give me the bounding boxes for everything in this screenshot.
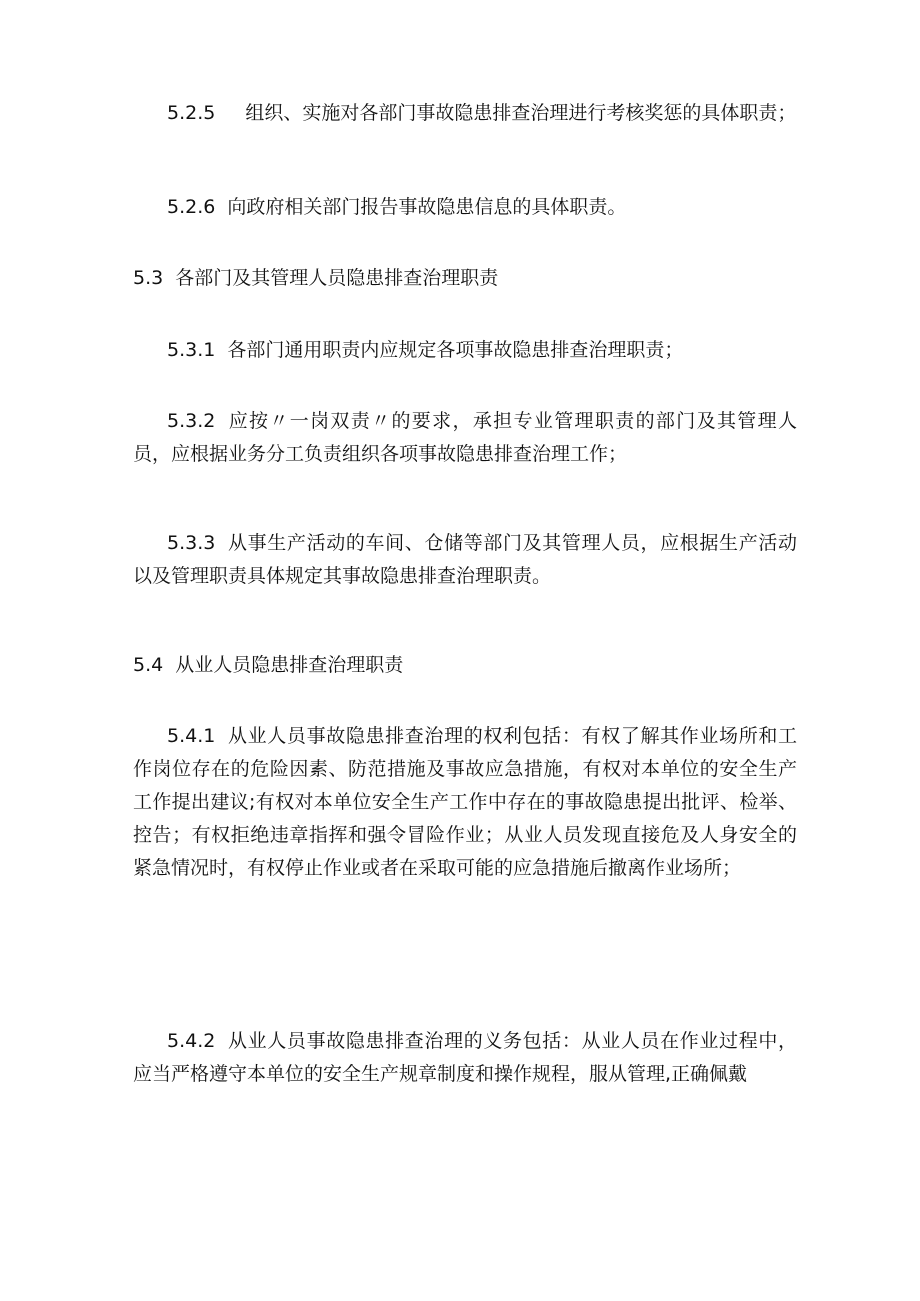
clause-5-4-1 [133,720,797,885]
clause-number: 5.3.2 [167,410,216,432]
clause-text: 应按〃一岗双责〃的要求，承担专业管理职责的部门及其管理人员，应根据业务分工负责组织各项事故隐患排查治理工作； [133,410,797,465]
section-heading-5-3 [133,262,797,295]
clause-text: 从事生产活动的车间、仓储等部门及其管理人员，应根据生产活动以及管理职责具体规定其事故隐患排查治理职责。 [133,532,797,587]
clause-text: 向政府相关部门报告事故隐患信息的具体职责。 [227,196,627,218]
clause-text: 从业人员事故隐患排查治理的权利包括：有权了解其作业场所和工作岗位存在的危险因素、防范措施及事故应急措施，有权对本单位的安全生产工作提出建议;有权对本单位安全生产工作中存在的事故隐患提出批评、检举、控告；有权拒绝违章指挥和强令冒险作业；从业人员发现直接危及人身安全的紧急情况时，有权停止作业或者在采取可能的应急措施后撤离作业场所； [133,725,797,879]
clause-number: 5.2.5 [167,102,216,124]
clause-5-3-1 [133,334,797,367]
clause-text: 各部门通用职责内应规定各项事故隐患排查治理职责； [227,339,684,361]
clause-5-2-5 [133,97,797,130]
section-heading-5-4 [133,649,797,682]
clause-text: 从业人员事故隐患排查治理的义务包括：从业人员在作业过程中，应当严格遵守本单位的安全生产规章制度和操作规程，服从管理,正确佩戴 [133,1030,797,1085]
clause-number: 5.3.1 [167,339,216,361]
section-number: 5.4 [133,654,164,676]
clause-number: 5.2.6 [167,196,216,218]
clause-5-4-2 [133,1025,797,1091]
clause-number: 5.4.1 [167,725,216,747]
section-title: 从业人员隐患排查治理职责 [175,654,404,676]
clause-5-3-2 [133,405,797,471]
clause-text: 组织、实施对各部门事故隐患排查治理进行考核奖惩的具体职责； [245,102,797,124]
clause-5-2-6 [133,191,797,224]
clause-number: 5.3.3 [167,532,216,554]
section-number: 5.3 [133,267,164,289]
clause-number: 5.4.2 [167,1030,216,1052]
clause-5-3-3 [133,527,797,593]
section-title: 各部门及其管理人员隐患排查治理职责 [175,267,499,289]
